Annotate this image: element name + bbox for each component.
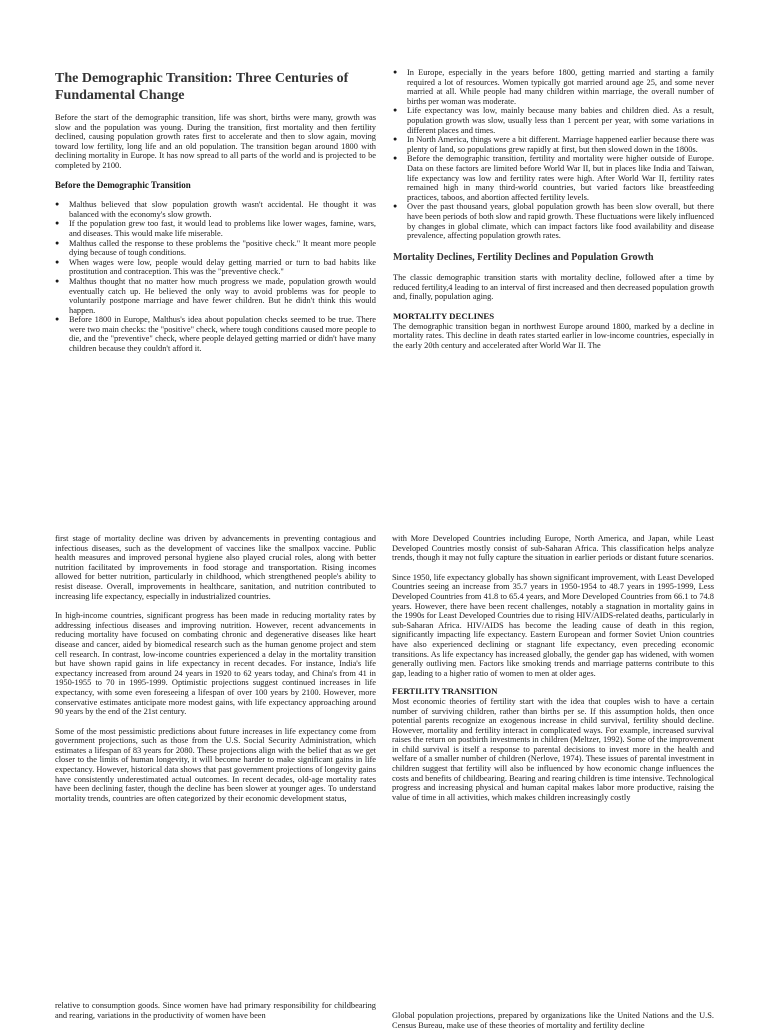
list-item: ● Malthus called the response to these problems the "positive check." It meant more people dying because of tough conditions. — [55, 239, 376, 258]
fertility-transition-heading: FERTILITY TRANSITION — [392, 686, 498, 697]
paragraph: Some of the most pessimistic predictions about future increases in life expectancy come from government projections, such as those from the U.S. Social Security Administration, which estimates a lifespan of 83 years for 2080. These projections align with the belief that as we get closer to the limits of human longevity, it will become harder to make significant gains in life expectancy. However, historical data shows that past government projections of longevity gains have consistently underestimated actual outcomes. In recent decades, old-age mortality rates have been declining faster, though the decline has been slower at younger ages. To understand mortality trends, countries are often categorized by their economic development status, — [55, 726, 376, 803]
paragraph: Global population projections, prepared by organizations like the United Nations and the U.S. Census Bureau, make use of these theories of mortality and fertility decline — [392, 1011, 714, 1030]
pre-transition-list — [393, 68, 714, 241]
paragraph: relative to consumption goods. Since women have had primary responsibility for childbearing and rearing, variations in the productivity of women have been — [55, 1001, 376, 1020]
section-heading: Mortality Declines, Fertility Declines and Population Growth — [393, 251, 654, 263]
page1-left-column — [55, 113, 376, 354]
list-item: ● When wages were low, people would delay getting married or turn to bad habits like prostitution and contraception. This was the "preventive check." — [55, 258, 376, 277]
page2-left-column — [55, 534, 376, 803]
paragraph: In high-income countries, significant progress has been made in reducing mortality rates by addressing infectious diseases and improving nutrition. However, recent advancements in reducing mortality have focused on combating chronic and degenerative diseases like heart disease and cancer, aided by biomedical research such as the human genome project and stem cell research. In contrast, low-income countries experienced a delay in the mortality transition but have shown rapid gains in life expectancy in recent decades. For instance, India's life expectancy increased from around 24 years in 1920 to 62 years today, and China's from 41 in 1950-1955 to 70 in 1995-1999. Optimistic projections suggest continued increases in life expectancy, with some even foreseeing a lifespan of over 100 years by 2100. However, more conservative estimates anticipate more modest gains, with life expectancy approaching around 90 years by the end of the 21st century. — [55, 611, 376, 717]
list-item: ● Before the demographic transition, fertility and mortality were higher outside of Europe. Data on these factors are limited before World War II, but in places like India and Taiwan, life expectancy was low and fertility rates were high. After World War II, fertility rates remained high in many third-world countries, but varied factors like breastfeeding practices, taboos, and abortion affected fertility levels. — [393, 154, 714, 202]
fertility-paragraph: Most economic theories of fertility start with the idea that couples wish to have a certain number of surviving children, rather than births per se. If this assumption holds, then once potential parents recognize an exogenous increase in child survival, fertility should decline. However, mortality and fertility interact in complicated ways. For example, increased survival raises the return on postbirth investments in children (Meltzer, 1992). Some of the improvement in child survival is itself a response to parental decisions to invest more in the health and welfare of a smaller number of children (Nerlove, 1974). These issues of parental investment in children suggest that fertility will also be influenced by how economic change influences the costs and benefits of childbearing. Bearing and rearing children is time intensive. Technological progress and increasing physical and human capital makes labor more productive, raising the value of time in all activities, which makes children increasingly costly — [392, 696, 714, 802]
list-item: ● Malthus believed that slow population growth wasn't accidental. He thought it was balanced with the economy's slow growth. — [55, 200, 376, 219]
page3-right-column — [392, 1011, 714, 1030]
list-item: ● Before 1800 in Europe, Malthus's idea about population checks seemed to be true. There were two main checks: the "positive" check, where tough conditions caused more people to die, and the "preventive" check, where people delayed getting married or didn't have many children because they couldn't afford it. — [55, 315, 376, 353]
list-item: ● Over the past thousand years, global population growth has been slow overall, but there have been periods of both slow and rapid growth. These fluctuations were likely influenced by changes in global climate, which can impact factors like food availability and disease prevalence, affecting population growth rates. — [393, 202, 714, 240]
page2-right-column — [392, 534, 714, 802]
paragraph: with More Developed Countries including Europe, North America, and Japan, while Least Developed Countries mostly consist of sub-Saharan Africa. This classification helps analyze trends, though it may not fully capture the situation in earlier periods or distant future scenarios. — [392, 534, 714, 563]
list-item: ● If the population grew too fast, it would lead to problems like lower wages, famine, wars, and diseases. This would make life miserable. — [55, 219, 376, 238]
list-item: ● In Europe, especially in the years before 1800, getting married and starting a family required a lot of resources. Women typically got married around age 25, and some never married at all. While people had many children within marriage, the overall number of births per woman was moderate. — [393, 68, 714, 106]
paragraph: first stage of mortality decline was driven by advancements in preventing contagious and infectious diseases, such as the development of vaccines like the smallpox vaccine. Public health measures and improved personal hygiene also played crucial roles, along with better nutrition facilitated by improvements in food storage and transportation. Rising incomes allowed for better nutrition, particularly in childhood, which strengthened people's ability to resist disease. Overall, improvements in healthcare, sanitation, and nutrition contributed to increasing life expectancy, especially in industrialized countries. — [55, 534, 376, 601]
page1-right-column — [393, 68, 714, 350]
intro-paragraph: Before the start of the demographic transition, life was short, births were many, growth was slow and the population was young. During the transition, first mortality and then fertility declined, causing population growth rates first to accelerate and then to slow again, moving toward low fertility, long life and an old population. The transition began around 1800 with declining mortality in Europe. It has now spread to all parts of the world and is projected to be completed by 2100. — [55, 113, 376, 170]
paragraph: Since 1950, life expectancy globally has shown significant improvement, with Least Developed Countries seeing an increase from 35.7 years in 1950-1954 to 48.7 years in 1995-1999, Less Developed Countries from 41.8 to 65.4 years, and More Developed Countries from 66.1 to 74.8 years. However, there have been recent challenges, notably a stagnation in mortality gains in the 1990s for Least Developed Countries due to rising HIV/AIDS-related deaths, particularly in sub-Saharan Africa. HIV/AIDS has become the leading cause of death in this region, significantly impacting life expectancy. Eastern European and former Soviet Union countries have also experienced declining or stagnant life expectancy, even preceding economic transitions. As life expectancy has increased globally, the gender gap has widened, with women generally outliving men. Factors like smoking trends and marriage patterns contribute to this gap, leading to a higher ratio of women to men at older ages. — [392, 572, 714, 678]
list-item: ● Malthus thought that no matter how much progress we made, population growth would eventually catch up. He believed the only way to avoid problems was for people to voluntarily postpone marriage and have fewer children. But he didn't think this would happen. — [55, 277, 376, 315]
mortality-declines-paragraph: The demographic transition began in northwest Europe around 1800, marked by a decline in mortality rates. This decline in death rates started earlier in low-income countries, especially in the early 20th century and accelerated after World War II. The — [393, 321, 714, 350]
page3-left-column — [55, 1001, 376, 1024]
article-title: The Demographic Transition: Three Centuries of Fundamental Change — [55, 71, 349, 103]
mortality-declines-heading: MORTALITY DECLINES — [393, 311, 495, 322]
list-item: ● In North America, things were a bit different. Marriage happened earlier because there was plenty of land, so populations grew rapidly at first, but then slowed down in the 1800s. — [393, 135, 714, 154]
before-transition-heading: Before the Demographic Transition — [55, 179, 191, 190]
section-paragraph: The classic demographic transition starts with mortality decline, followed after a time by reduced fertility,4 leading to an interval of first increased and then decreased population growth and, finally, population aging. — [393, 273, 714, 302]
before-transition-list — [55, 200, 376, 354]
list-item: ● Life expectancy was low, mainly because many babies and children died. As a result, population growth was slow, usually less than 1 percent per year, with some variations in different places and times. — [393, 106, 714, 135]
